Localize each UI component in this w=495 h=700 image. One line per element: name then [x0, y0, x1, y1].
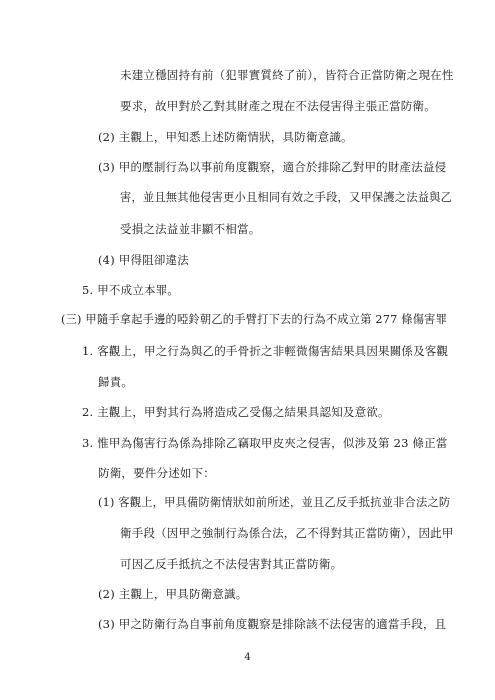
- text-line: 可因乙反手抵抗之不法侵害對其正當防衛。: [120, 557, 343, 571]
- text-line: (2) 主觀上，甲知悉上述防衛情狀，具防衛意識。: [98, 130, 353, 144]
- text-line: (3) 甲之防衛行為自事前角度觀察是排除該不法侵害的適當手段，且: [98, 617, 447, 631]
- section-heading: (三) 甲隨手拿起手邊的啞鈴朝乙的手臂打下去的行為不成立第 277 條傷害罪: [61, 313, 448, 326]
- text-line: 歸責。: [98, 375, 134, 389]
- text-line: 害，並且無其他侵害更小且相同有效之手段，又甲保護之法益與乙: [120, 191, 453, 204]
- text-line: 要求，故甲對於乙對其財產之現在不法侵害得主張正當防衛。: [120, 99, 436, 113]
- text-line: (3) 甲的壓制行為以事前角度觀察，適合於排除乙對甲的財產法益侵: [98, 160, 447, 174]
- text-line: (2) 主觀上，甲具防衛意識。: [98, 587, 248, 601]
- text-line: 1. 客觀上，甲之行為與乙的手骨折之非輕微傷害結果具因果關係及客觀: [82, 344, 449, 358]
- text-line: 2. 主觀上，甲對其行為將造成乙受傷之結果具認知及意欲。: [82, 405, 390, 419]
- text-line: 未建立穩固持有前（犯罪實質終了前），皆符合正當防衛之現在性: [120, 68, 454, 82]
- text-line: (4) 甲得阻卻違法: [98, 253, 189, 267]
- text-line: 3. 惟甲為傷害行為係為排除乙竊取甲皮夾之侵害，似涉及第 23 條正當: [82, 436, 448, 450]
- page-number: 4: [244, 652, 251, 663]
- text-line: 衛手段（因甲之強制行為係合法，乙不得對其正當防衛），因此甲: [120, 526, 454, 540]
- text-line: (1) 客觀上，甲具備防衛情狀如前所述，並且乙反手抵抗並非合法之防: [98, 496, 451, 509]
- text-line: 受損之法益並非顯不相當。: [120, 222, 261, 236]
- text-line: 5. 甲不成立本罪。: [82, 283, 180, 297]
- text-line: 防衛，要件分述如下：: [98, 466, 215, 480]
